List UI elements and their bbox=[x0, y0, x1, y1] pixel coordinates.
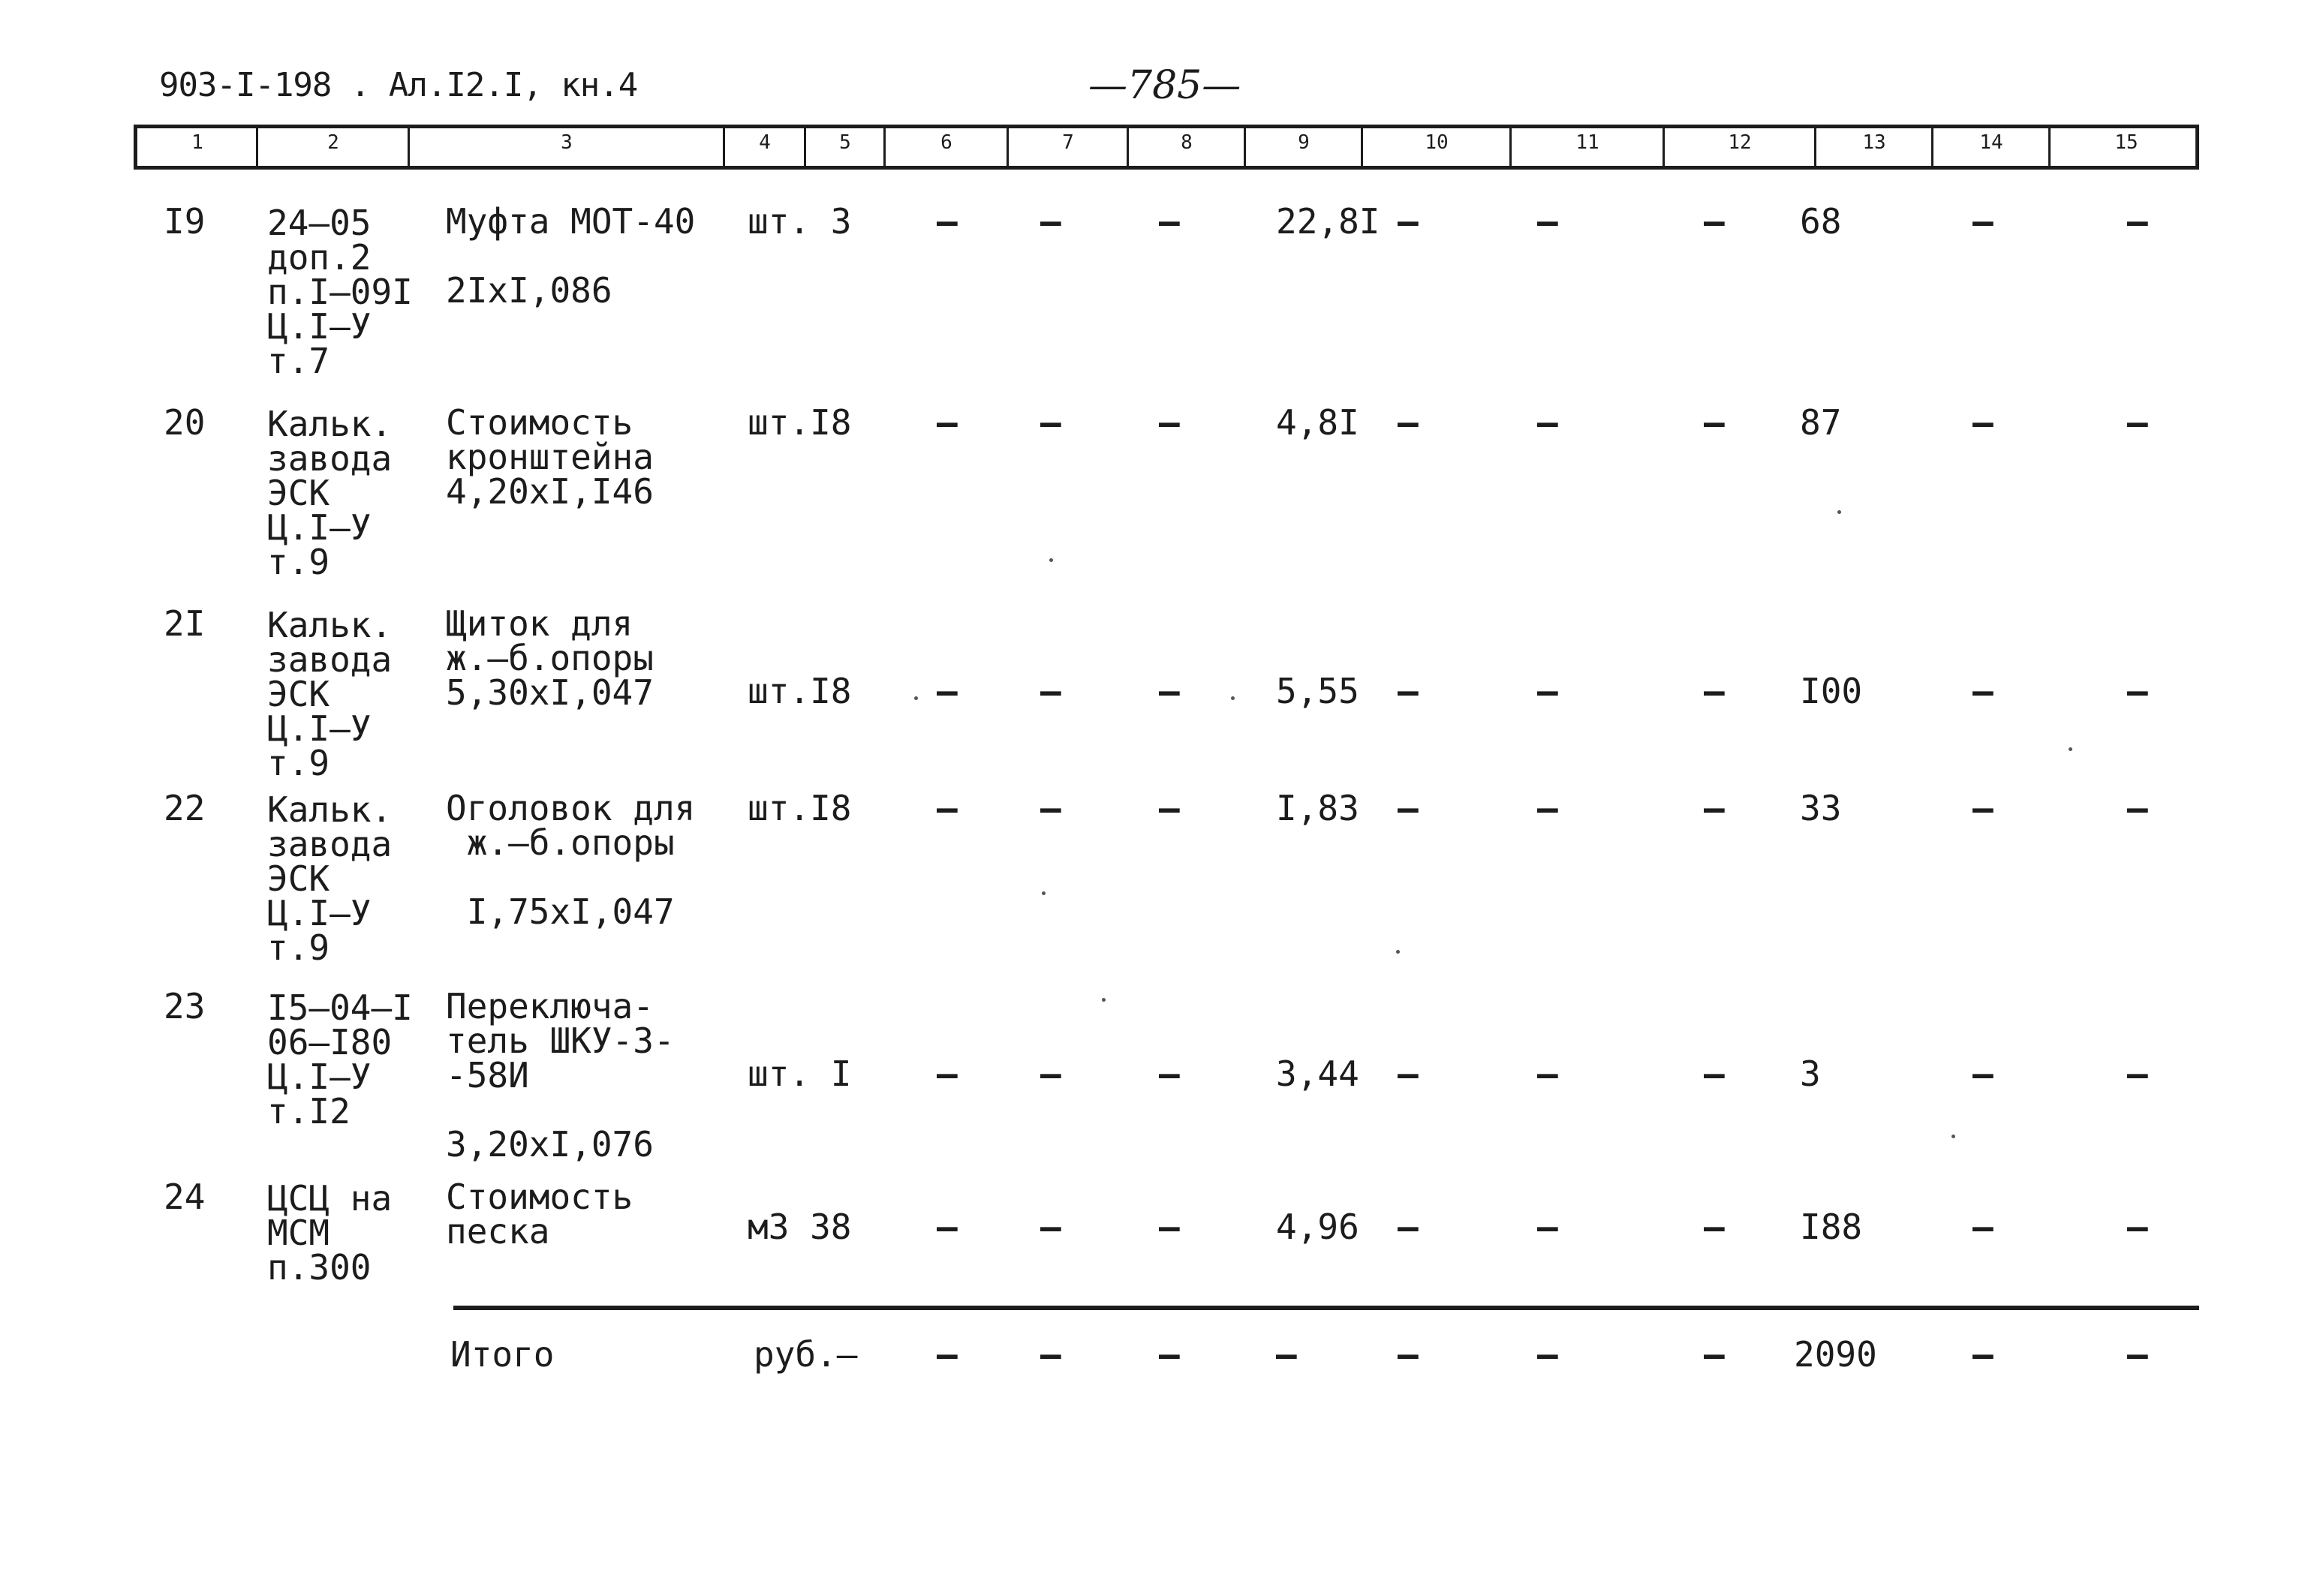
row-reference: ЦСЦ на МСМ п.300 bbox=[267, 1178, 393, 1288]
total-label: Итого bbox=[450, 1334, 555, 1375]
row-number: 22 bbox=[164, 788, 206, 828]
row-total-cost: 33 bbox=[1800, 788, 1842, 828]
empty-cell-dash: – bbox=[1704, 1053, 1725, 1094]
empty-cell-dash: – bbox=[1704, 201, 1725, 242]
row-unit-quantity: шт. I bbox=[748, 1053, 852, 1094]
empty-cell-dash: – bbox=[1159, 1207, 1180, 1247]
empty-cell-dash: – bbox=[2127, 1334, 2148, 1375]
empty-cell-dash: – bbox=[1537, 201, 1558, 242]
total-divider bbox=[453, 1306, 2199, 1310]
empty-cell-dash: – bbox=[937, 402, 958, 443]
column-number-header bbox=[134, 125, 2199, 170]
row-unit-price: 3,44 bbox=[1276, 1053, 1359, 1094]
empty-cell-dash: – bbox=[1537, 671, 1558, 711]
empty-cell-dash: – bbox=[1040, 201, 1061, 242]
empty-cell-dash: – bbox=[1972, 788, 1994, 828]
empty-cell-dash: – bbox=[2127, 402, 2148, 443]
row-number: I9 bbox=[164, 201, 206, 242]
row-item-name: Оголовок для ж.–б.опоры I,75xI,047 bbox=[446, 788, 696, 932]
row-unit-quantity: шт. 3 bbox=[748, 201, 852, 242]
empty-cell-dash: – bbox=[1704, 671, 1725, 711]
row-unit-quantity: шт.I8 bbox=[748, 402, 852, 443]
empty-cell-dash: – bbox=[1040, 788, 1061, 828]
empty-cell-dash: – bbox=[1040, 1207, 1061, 1247]
scan-speck bbox=[1396, 950, 1400, 954]
row-unit-quantity: шт.I8 bbox=[748, 788, 852, 828]
row-total-cost: I00 bbox=[1800, 671, 1863, 711]
column-header-cell: 9 bbox=[1298, 131, 1310, 154]
row-item-name: Переключа- тель ШКУ-3- -58И 3,20xI,076 bbox=[446, 986, 675, 1165]
row-unit-quantity: шт.I8 bbox=[748, 671, 852, 711]
row-number: 2I bbox=[164, 603, 206, 644]
empty-cell-dash: – bbox=[1159, 1053, 1180, 1094]
empty-cell-dash: – bbox=[937, 1207, 958, 1247]
column-header-cell: 6 bbox=[940, 131, 952, 154]
column-header-cell: 5 bbox=[839, 131, 851, 154]
empty-cell-dash: – bbox=[1537, 1207, 1558, 1247]
empty-cell-dash: – bbox=[2127, 671, 2148, 711]
row-unit-price: 4,8I bbox=[1276, 402, 1359, 443]
empty-cell-dash: – bbox=[1972, 1053, 1994, 1094]
column-header-cell: 10 bbox=[1425, 131, 1449, 154]
row-unit-price: I,83 bbox=[1276, 788, 1359, 828]
scan-speck bbox=[2069, 747, 2072, 751]
empty-cell-dash: – bbox=[937, 1053, 958, 1094]
empty-cell-dash: – bbox=[937, 1334, 958, 1375]
empty-cell-dash: – bbox=[1040, 1053, 1061, 1094]
column-header-cell: 11 bbox=[1575, 131, 1599, 154]
row-unit-price: 22,8I bbox=[1276, 201, 1380, 242]
empty-cell-dash: – bbox=[1537, 1334, 1558, 1375]
empty-cell-dash: – bbox=[1398, 1053, 1419, 1094]
column-header-cell: 3 bbox=[561, 131, 573, 154]
empty-cell-dash: – bbox=[1040, 671, 1061, 711]
empty-cell-dash: – bbox=[937, 201, 958, 242]
row-number: 20 bbox=[164, 402, 206, 443]
empty-cell-dash: – bbox=[1972, 1207, 1994, 1247]
scan-speck bbox=[1102, 998, 1106, 1002]
empty-cell-dash: – bbox=[1972, 671, 1994, 711]
empty-cell-dash: – bbox=[2127, 201, 2148, 242]
empty-cell-dash: – bbox=[1040, 402, 1061, 443]
column-header-cell: 7 bbox=[1062, 131, 1074, 154]
row-item-name: Муфта МОТ-40 2IxI,086 bbox=[446, 201, 696, 311]
row-total-cost: 68 bbox=[1800, 201, 1842, 242]
empty-cell-dash: – bbox=[1704, 788, 1725, 828]
scan-speck bbox=[1231, 696, 1235, 700]
row-reference: I5–04–I 06–I80 Ц.I–У т.I2 bbox=[267, 987, 413, 1132]
row-number: 24 bbox=[164, 1177, 206, 1217]
empty-cell-dash: – bbox=[1159, 1334, 1180, 1375]
row-unit-price: 5,55 bbox=[1276, 671, 1359, 711]
scan-speck bbox=[1049, 558, 1053, 562]
row-total-cost: I88 bbox=[1800, 1207, 1863, 1247]
column-header-cell: 14 bbox=[1979, 131, 2003, 154]
column-header-cell: 12 bbox=[1728, 131, 1752, 154]
empty-cell-dash: – bbox=[1704, 1334, 1725, 1375]
empty-cell-dash: – bbox=[1398, 1207, 1419, 1247]
empty-cell-dash: – bbox=[1537, 788, 1558, 828]
scan-speck bbox=[1951, 1135, 1955, 1138]
row-unit-quantity: м3 38 bbox=[748, 1207, 852, 1247]
column-header-cell: 8 bbox=[1181, 131, 1193, 154]
empty-cell-dash: – bbox=[1704, 1207, 1725, 1247]
empty-cell-dash: – bbox=[1537, 402, 1558, 443]
row-reference: Кальк. завода ЭСК Ц.I–У т.9 bbox=[267, 789, 393, 968]
empty-cell-dash: – bbox=[1398, 201, 1419, 242]
row-total-cost: 3 bbox=[1800, 1053, 1821, 1094]
row-reference: Кальк. завода ЭСК Ц.I–У т.9 bbox=[267, 404, 393, 582]
empty-cell-dash: – bbox=[1159, 201, 1180, 242]
row-reference: Кальк. завода ЭСК Ц.I–У т.9 bbox=[267, 605, 393, 783]
column-header-cell: 13 bbox=[1862, 131, 1886, 154]
row-item-name: Стоимость кронштейна 4,20xI,I46 bbox=[446, 402, 654, 512]
total-value: 2090 bbox=[1794, 1334, 1877, 1375]
empty-cell-dash: – bbox=[1398, 1334, 1419, 1375]
column-header-cell: 15 bbox=[2114, 131, 2138, 154]
scan-speck bbox=[1042, 891, 1046, 895]
row-total-cost: 87 bbox=[1800, 402, 1842, 443]
empty-cell-dash: – bbox=[1972, 402, 1994, 443]
row-number: 23 bbox=[164, 986, 206, 1026]
empty-cell-dash: – bbox=[2127, 1053, 2148, 1094]
empty-cell-dash: – bbox=[1398, 788, 1419, 828]
page-number: —785— bbox=[1088, 63, 1241, 108]
empty-cell-dash: – bbox=[1972, 1334, 1994, 1375]
scan-speck bbox=[914, 696, 918, 700]
empty-cell-dash: – bbox=[937, 671, 958, 711]
empty-cell-dash: – bbox=[1398, 402, 1419, 443]
row-item-name: Щиток для ж.–б.опоры 5,30xI,047 bbox=[446, 603, 654, 713]
empty-cell-dash: – bbox=[2127, 788, 2148, 828]
empty-cell-dash: – bbox=[1276, 1334, 1297, 1375]
empty-cell-dash: – bbox=[1159, 402, 1180, 443]
empty-cell-dash: – bbox=[2127, 1207, 2148, 1247]
empty-cell-dash: – bbox=[1159, 671, 1180, 711]
scan-speck bbox=[1837, 510, 1841, 514]
empty-cell-dash: – bbox=[1040, 1334, 1061, 1375]
row-unit-price: 4,96 bbox=[1276, 1207, 1359, 1247]
row-item-name: Стоимость песка bbox=[446, 1177, 633, 1252]
document-code: 903-I-198 . Ал.I2.I, кн.4 bbox=[159, 66, 638, 104]
empty-cell-dash: – bbox=[1972, 201, 1994, 242]
column-header-cell: 2 bbox=[327, 131, 339, 154]
total-unit: руб.– bbox=[754, 1334, 858, 1375]
empty-cell-dash: – bbox=[1159, 788, 1180, 828]
empty-cell-dash: – bbox=[1398, 671, 1419, 711]
empty-cell-dash: – bbox=[1704, 402, 1725, 443]
column-header-cell: 1 bbox=[191, 131, 203, 154]
column-header-cell: 4 bbox=[759, 131, 771, 154]
empty-cell-dash: – bbox=[937, 788, 958, 828]
row-reference: 24–05 доп.2 п.I–09I Ц.I–У т.7 bbox=[267, 203, 413, 381]
empty-cell-dash: – bbox=[1537, 1053, 1558, 1094]
